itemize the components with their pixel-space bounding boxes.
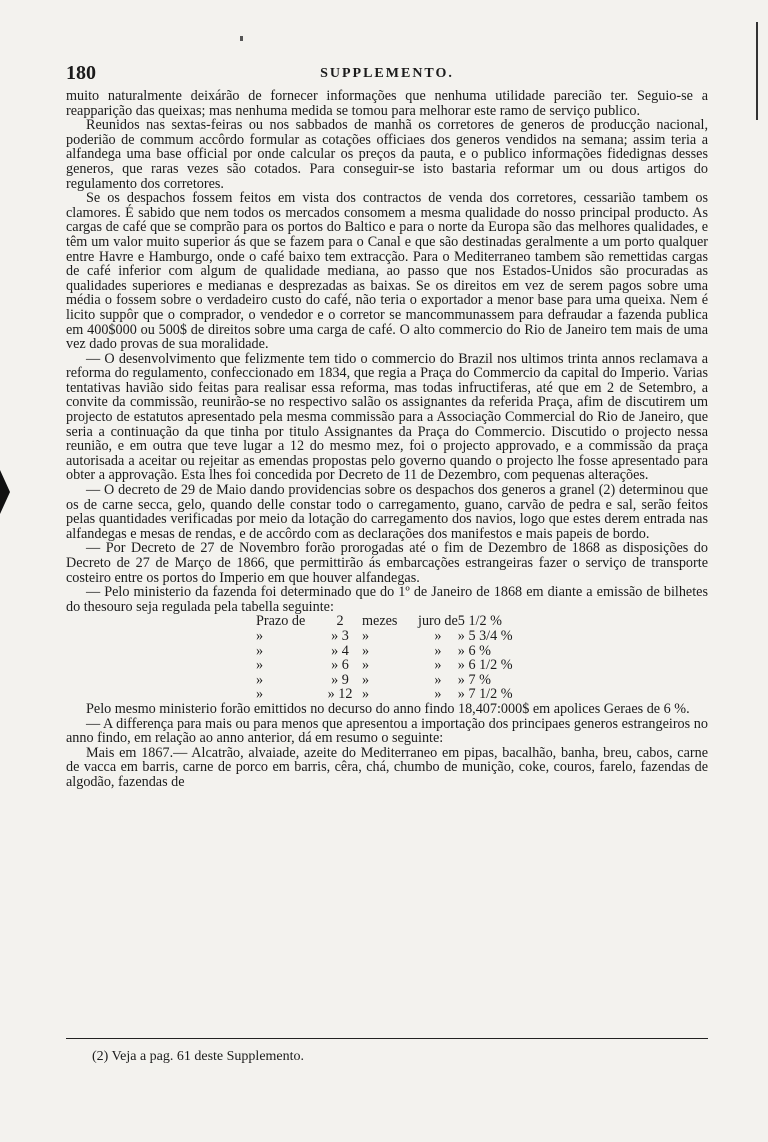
table-cell: » [362,657,370,674]
table-cell: » [434,671,442,688]
table-cell: » [256,627,264,644]
table-cell: » 3 [331,627,349,644]
table-cell: » [256,642,264,659]
paragraph-decreto-maio: — O decreto de 29 de Maio dando providencias sobre os despachos dos generos a granel (2) determinou que os de carne secca, gelo, quando delle constar todo o carregamento, guano, carvão de pedra e sal, serão feitos pelas quantidades verificadas por meio da lotação do carregamento dos navios, logo que estes derem entrada nas alfandegas e mesas de rendas, e de accôrdo com as declarações dos manifestos e mais papeis de bordo. [66,482,708,542]
paragraph-decreto-novembro: — Por Decreto de 27 de Novembro forão prorogadas até o fim de Dezembro de 1868 as disposições do Decreto de 27 de Março de 1866, que permittirão ás embarcações estrangeiras fazer o serviço de transporte costeiro entre os portos do Imperio em que houver alfandegas. [66,540,708,586]
table-cell: mezes [362,613,398,630]
page-number: 180 [66,62,96,84]
table-cell: » 4 [331,642,349,659]
table-cell: » 7 1/2 % [457,686,513,703]
table-cell: » [434,686,442,703]
page-body [66,89,708,790]
table-cell: » [256,657,264,674]
paragraph-mais-em-1867: Mais em 1867.— Alcatrão, alvaiade, azeite do Mediterraneo em pipas, bacalhão, banha, breu, cabos, carne de vacca em barris, carne de porco em barris, cêra, chá, chumbo de munição, coke, couros, farelo, fazendas de algodão, fazendas de [66,744,708,790]
paragraph-continuation: muito naturalmente deixárão de fornecer informações que nenhuma utilidade parecião ter. Seguio-se a reapparição das queixas; mas nenhuma medida se tomou para melhorar este ramo de serviço publico. [66,88,708,119]
table-cell: » [362,686,370,703]
page-header [66,62,708,84]
table-cell: » [256,671,264,688]
paragraph-despachos: Se os despachos fossem feitos em vista dos contractos de venda dos corretores, cessarião tambem os clamores. É sabido que nem todos os mercados consomem a mesma qualidade do nosso principal producto. As cargas de café que se comprão para os portos do Baltico e para o norte da Europa são das melhores qualidades, e têm um valor muito superior ás que se fazem para o Canal e que são destinadas geralmente a um porto qualquer entre Havre e Hamburgo, onde o café baixo tem extracção. Para o Mediterraneo tambem são remettidas cargas de café inferior com algum de qualidade mediana, ao passo que nos Estados-Unidos são procuradas as qualidades superiores e medianas e desprezadas as baixas. Se os direitos em vez de serem pagos sobre uma média o fossem sobre o verdadeiro custo do café, não teria o exportador a menor base para uma queixa. Nem é licito suppôr que o comprador, o vendedor e o corretor se mancommunassem para defraudar a fazenda publica em 400$000 ou 500$ de direitos sobre uma carga de café. O alto commercio do Rio de Janeiro tem mais de uma vez dado provas de sua moralidade. [66,190,708,353]
interest-rate-table [256,614,576,702]
table-row [256,614,576,629]
table-cell: » [434,627,442,644]
table-cell: » 6 1/2 % [457,657,513,674]
table-cell: 2 [336,613,344,630]
table-cell: » [256,686,264,703]
running-title: SUPPLEMENTO. [320,66,454,81]
table-cell: » [362,627,370,644]
table-row [256,687,576,702]
table-cell: » 7 % [457,671,491,688]
paragraph-differenca-importacao: — A differença para mais ou para menos que apresentou a importação dos principaes generos estrangeiros no anno findo, em relação ao anno anterior, dá em resumo o seguinte: [66,715,708,747]
table-cell: » [362,642,370,659]
table-row [256,658,576,673]
footnote-rule [66,1038,708,1039]
table-row [256,629,576,644]
table-cell: » [434,657,442,674]
table-cell: 5 1/2 % [457,613,502,630]
paragraph-bilhetes-thesouro: — Pelo ministerio da fazenda foi determinado que do 1º de Janeiro de 1868 em diante a emissão de bilhetes do thesouro seja regulada pela tabella seguinte: [66,584,708,615]
table-cell: » 9 [331,671,349,688]
table-row [256,673,576,688]
paragraph-associacao-commercial: — O desenvolvimento que felizmente tem tido o commercio do Brazil nos ultimos trinta annos reclamava a reforma do regulamento, confeccionado em 1834, que regia a Praça do Commercio da capital do Imperio. Varias tentativas havião sido feitas para realisar essa reforma, mas todas infructiferas, até que em 2 de Setembro, a convite da commissão, reunirão-se no respectivo salão os assignantes da referida Praça, afim de discutirem um projecto de estatutos apresentado pela mesma commissão para a Associação Commercial do Rio de Janeiro, que seria a continuação da que tinha por titulo Assignantes da Praça do Commercio. Discutido o projecto nessa reunião, e em outra que teve lugar a 12 do mesmo mez, foi o projecto approvado, e a commissão da praça autorisada a aceitar ou rejeitar as emendas propostas pelo governo quando o projecto lhe fosse apresentado para obter a approvação. Esta lhes foi concedida por Decreto de 11 de Dezembro, com pequenas alterações. [66,350,708,484]
table-cell: » 6 [331,657,349,674]
binding-mark [756,22,758,120]
page-edge-mark [0,470,10,514]
table-cell: » 12 [327,686,353,703]
table-cell: » 6 % [457,642,491,659]
table-cell: juro de [418,613,458,630]
table-cell: » 5 3/4 % [457,627,513,644]
table-cell: Prazo de [256,613,306,630]
table-row [256,644,576,659]
ink-speck [240,36,243,41]
paragraph-apolices: Pelo mesmo ministerio forão emittidos no decurso do anno findo 18,407:000$ em apolices Geraes de 6 %. [86,700,690,717]
table-cell: » [434,642,442,659]
footnote: (2) Veja a pag. 61 deste Supplemento. [92,1049,305,1064]
table-cell: » [362,671,370,688]
paragraph-corretores: Reunidos nas sextas-feiras ou nos sabbados de manhã os corretores de generos de producção nacional, poderião de commum accôrdo formular as cotações officiaes dos generos vendidos na semana; assim teria a alfandega uma base official por onde calcular os preços da pauta, e o publico informações fidedignas desses generos, que raras vezes são cotados. Para conseguir-se isto bastaria reformar um ou dous artigos do regulamento dos corretores. [66,117,708,192]
